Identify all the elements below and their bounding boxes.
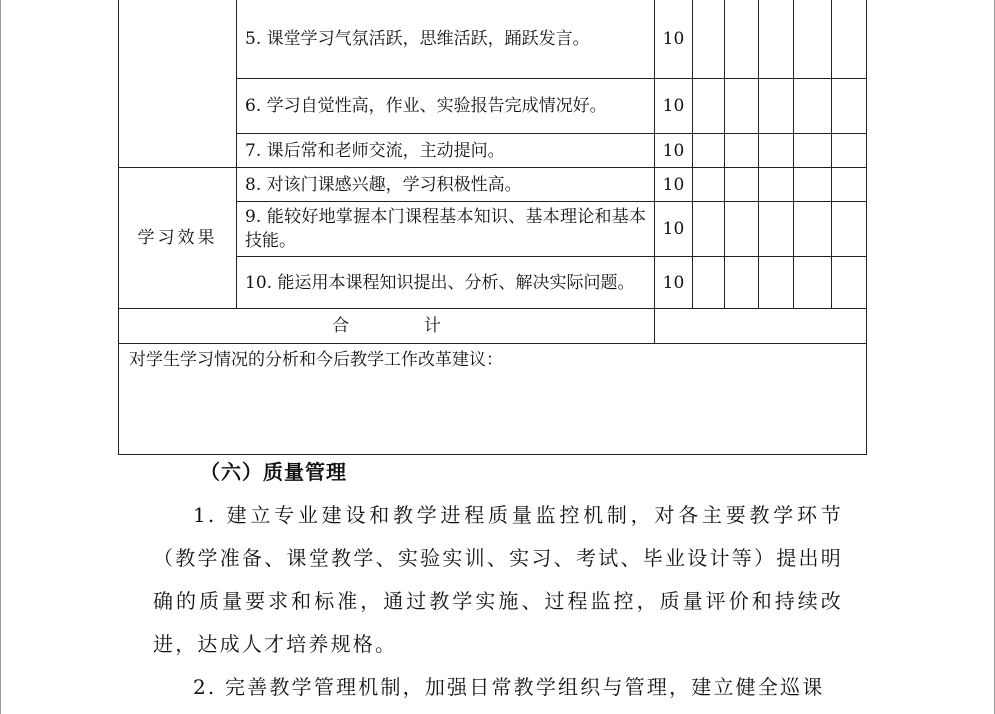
- rating-cell: [693, 0, 725, 79]
- table-row-analysis: [119, 344, 867, 455]
- page-margin-left-line: [0, 0, 1, 714]
- rating-cell: [759, 0, 794, 79]
- item-text: 7. 课后常和老师交流，主动提问。: [237, 134, 655, 168]
- rating-cell: [725, 202, 759, 257]
- rating-cell: [693, 79, 725, 134]
- rating-cell: [832, 202, 867, 257]
- rating-cell: [794, 0, 832, 79]
- rating-cell: [832, 79, 867, 134]
- item-text: 5. 课堂学习气氛活跃，思维活跃，踊跃发言。: [237, 0, 655, 79]
- category-label: 学习效果: [119, 168, 237, 309]
- paragraph-1: 1. 建立专业建设和教学进程质量监控机制，对各主要教学环节（教学准备、课堂教学、实验实训、实习、考试、毕业设计等）提出明确的质量要求和标准，通过教学实施、过程监控，质量评价和持续改进，达成人才培养规格。: [153, 503, 843, 656]
- rating-cell: [725, 79, 759, 134]
- rating-cell: [725, 257, 759, 309]
- item-text: 10. 能运用本课程知识提出、分析、解决实际问题。: [237, 257, 655, 309]
- total-value-cell: [655, 309, 867, 344]
- analysis-label: 对学生学习情况的分析和今后教学工作改革建议：: [119, 344, 867, 455]
- rating-cell: [693, 168, 725, 202]
- paragraph-2: 2. 完善教学管理机制，加强日常教学组织与管理，建立健全巡课: [193, 675, 825, 699]
- rating-cell: [794, 257, 832, 309]
- rating-cell: [725, 168, 759, 202]
- rating-cell: [832, 0, 867, 79]
- score-cell: 10: [655, 0, 693, 79]
- score-cell: 10: [655, 202, 693, 257]
- rating-cell: [759, 168, 794, 202]
- rating-cell: [759, 257, 794, 309]
- item-text: 9. 能较好地掌握本门课程基本知识、基本理论和基本技能。: [237, 202, 655, 257]
- rating-cell: [832, 134, 867, 168]
- table-row-total: [119, 309, 867, 344]
- rating-cell: [759, 134, 794, 168]
- score-cell: 10: [655, 79, 693, 134]
- score-cell: 10: [655, 134, 693, 168]
- score-cell: 10: [655, 257, 693, 309]
- total-label-ji: 计: [423, 316, 441, 336]
- rating-cell: [794, 79, 832, 134]
- table-row: [119, 168, 867, 202]
- rating-cell: [759, 202, 794, 257]
- evaluation-table: [118, 0, 867, 455]
- score-cell: 10: [655, 168, 693, 202]
- rating-cell: [725, 134, 759, 168]
- section-title: （六）质量管理: [200, 460, 347, 484]
- rating-cell: [832, 257, 867, 309]
- rating-cell: [693, 257, 725, 309]
- rating-cell: [794, 168, 832, 202]
- total-label-cell: [119, 309, 655, 344]
- rating-cell: [794, 134, 832, 168]
- rating-cell: [794, 202, 832, 257]
- rating-cell: [725, 0, 759, 79]
- rating-cell: [759, 79, 794, 134]
- rating-cell: [832, 168, 867, 202]
- rating-cell: [693, 134, 725, 168]
- total-label-he: 合: [332, 316, 350, 336]
- rating-cell: [693, 202, 725, 257]
- item-text: 6. 学习自觉性高，作业、实验报告完成情况好。: [237, 79, 655, 134]
- category-cell: [119, 0, 237, 168]
- table-row: [119, 0, 867, 79]
- item-text: 8. 对该门课感兴趣，学习积极性高。: [237, 168, 655, 202]
